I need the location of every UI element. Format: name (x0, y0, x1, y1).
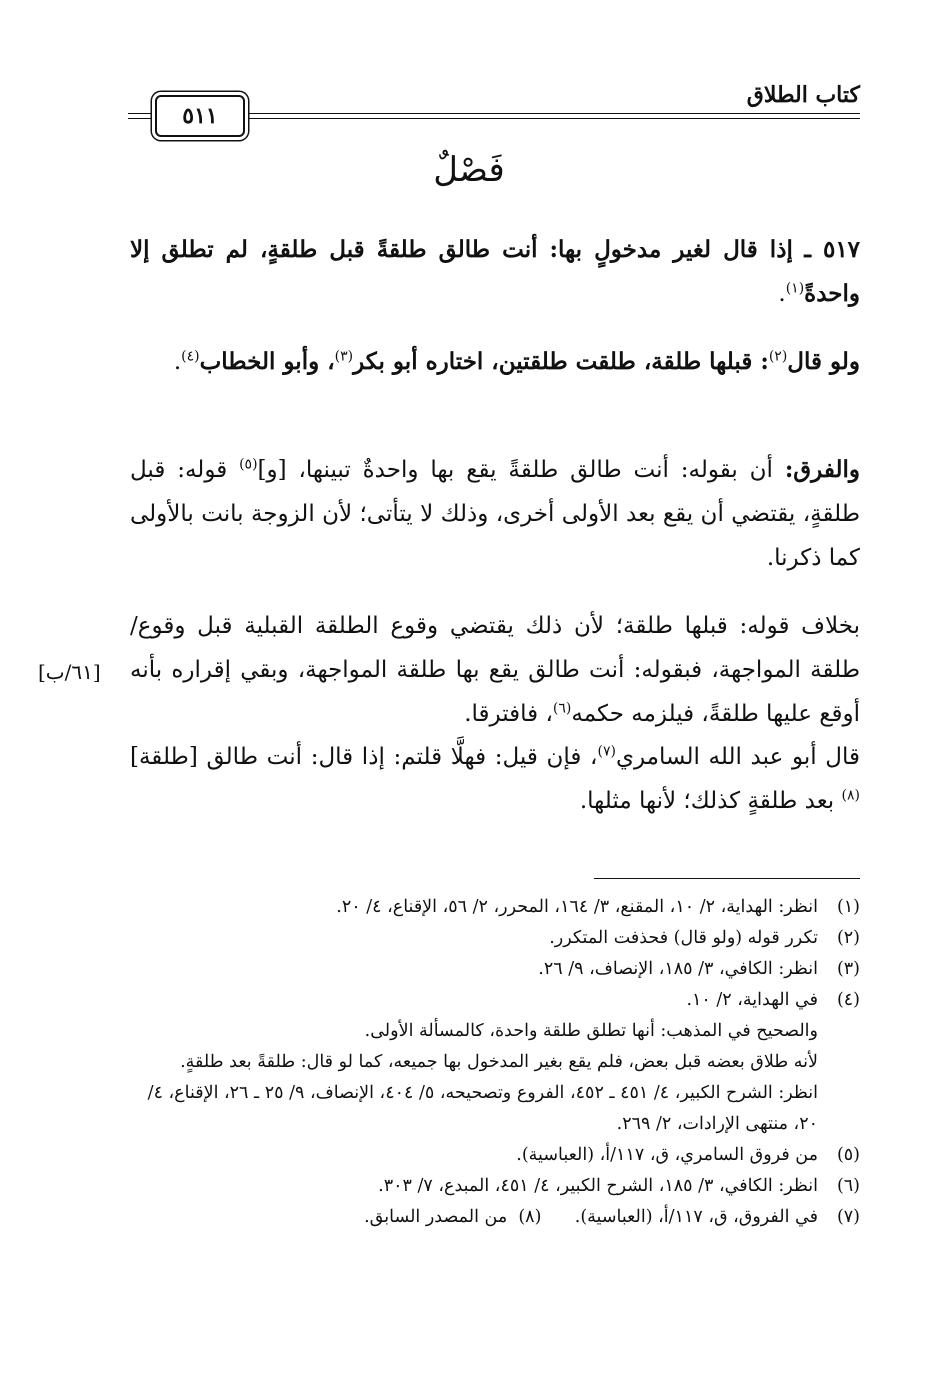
footnote (120, 1140, 860, 1171)
paragraph-lead: والفرق: (784, 456, 860, 483)
text-run: قوله: قبل طلقةٍ، يقتضي أن يقع بعد الأولى أخرى، وذلك لا يتأتى؛ لأن الزوجة بانت بالأولى كما ذكرنا. (130, 457, 860, 571)
footnote (120, 1202, 860, 1233)
text-run: ، وأبو الخطاب (199, 348, 335, 375)
text-run: بخلاف قوله: قبلها طلقة؛ لأن ذلك يقتضي وقوع الطلقة القبلية قبل وقوع/ طلقة المواجهة، فبقوله: أنت طالق يقع بها طلقة المواجهة، وبقي إقراره بأنه أوقع عليها طلقةً، فيلزمه حكمه (130, 613, 860, 727)
text-run: أن بقوله: أنت طالق طلقةً يقع بها واحدةٌ تبينها، [و] (257, 457, 785, 483)
footnote (120, 954, 860, 985)
folio-marker: [٦١/ب] (38, 660, 101, 684)
footnote-text: في الفروق، ق، ١١٧/أ، (العباسية). (٨) من المصدر السابق. (364, 1207, 818, 1227)
footnote-ref: (٥) (239, 456, 258, 473)
footnote-ref: (٤) (181, 348, 200, 365)
text-run: ، فافترقا. (464, 701, 553, 727)
footnote (120, 923, 860, 954)
paragraph: ولو قال$^{(٢)}$: قبلها طلقة، طلقت طلقتين، اختاره أبو بكر$^{(٣)}$، وأبو الخطاب$^{(٤)}$. (173, 348, 860, 375)
footnote-text: تكرر قوله (ولو قال) فحذفت المتكرر. (549, 928, 818, 948)
footnote-continuation (120, 1047, 860, 1078)
footnote-separator (594, 878, 860, 879)
page-number: ٥١١ (155, 95, 245, 137)
footnote-text: انظر: الكافي، ٣/ ١٨٥، الإنصاف، ٩/ ٢٦. (538, 959, 818, 979)
issue-number: ٥١٧ ـ (804, 236, 861, 263)
footnote-text: انظر: الشرح الكبير، ٤/ ٤٥١ ـ ٤٥٢، الفروع وتصحيحه، ٥/ ٤٠٤، الإنصاف، ٩/ ٢٥ ـ ٢٦، الإقناع، ٤/ ٢٠، منتهى الإرادات، ٢/ ٢٦٩. (147, 1083, 818, 1134)
book-title: كتاب الطلاق (746, 82, 860, 108)
footnote (120, 892, 860, 923)
footnote-ref: (٧) (597, 743, 616, 760)
issue-text: إذا قال لغير مدخولٍ بها: أنت طالق طلقةً قبل طلقةٍ، لم تطلق إلا واحدةً (130, 236, 860, 307)
footnote-number: (٣) (836, 959, 860, 979)
footnote-continuation (120, 1078, 860, 1140)
footnote-continuation (120, 1016, 860, 1047)
footnote-text: والصحيح في المذهب: أنها تطلق طلقة واحدة، كالمسألة الأولى. (364, 1021, 818, 1041)
footnote-ref: (٦) (552, 700, 572, 717)
text-run: ، فإن قيل: فهلَّا قلتم: إذا قال: أنت طالق [طلقة] (130, 744, 598, 770)
section-heading: فَصْلٌ (433, 150, 505, 190)
footnote-number: (٥) (836, 1145, 860, 1165)
footnote-ref: (١) (785, 280, 805, 297)
paragraph (130, 604, 860, 736)
footnote-text: لأنه طلاق بعضه قبل بعض، فلم يقع بغير المدخول بها جميعه، كما لو قال: طلقةً بعد طلقةٍ. (180, 1052, 818, 1072)
header-ornament (128, 118, 152, 119)
footnote-number: (٦) (836, 1176, 860, 1196)
issue-paragraph: ٥١٧ ـ إذا قال لغير مدخولٍ بها: أنت طالق طلقةً قبل طلقةٍ، لم تطلق إلا واحدةً$^{(١)}$. (130, 236, 861, 307)
footnote-ref: (٢) (768, 348, 788, 365)
footnote (120, 985, 860, 1016)
paragraph (130, 448, 860, 580)
footnotes (120, 892, 860, 1233)
text-run: : قبلها طلقة، طلقت طلقتين، اختاره أبو بكر (353, 348, 769, 375)
text-run: ولو قال (787, 348, 860, 375)
footnote-number: (٢) (836, 928, 860, 948)
footnote-number: (١) (836, 897, 860, 917)
footnote-text: انظر: الهداية، ٢/ ١٠، المقنع، ٣/ ١٦٤، المحرر، ٢/ ٥٦، الإقناع، ٤/ ٢٠. (336, 897, 818, 917)
header-ornament (128, 113, 152, 114)
footnote-number: (٧) (836, 1207, 860, 1227)
footnote-ref: (٨) (841, 787, 860, 804)
footnote-ref: (٣) (334, 348, 354, 365)
footnote-text: في الهداية، ٢/ ١٠. (686, 990, 818, 1010)
footnote-number: (٤) (836, 990, 860, 1010)
text-run: قال أبو عبد الله السامري (615, 744, 860, 770)
paragraph (130, 735, 860, 823)
footnote (120, 1171, 860, 1202)
footnote-text: انظر: الكافي، ٣/ ١٨٥، الشرح الكبير، ٤/ ٤٥١، المبدع، ٧/ ٣٠٣. (378, 1176, 818, 1196)
text-run: بعد طلقةٍ كذلك؛ لأنها مثلها. (579, 788, 842, 814)
footnote-text: من فروق السامري، ق، ١١٧/أ، (العباسية). (516, 1145, 818, 1165)
